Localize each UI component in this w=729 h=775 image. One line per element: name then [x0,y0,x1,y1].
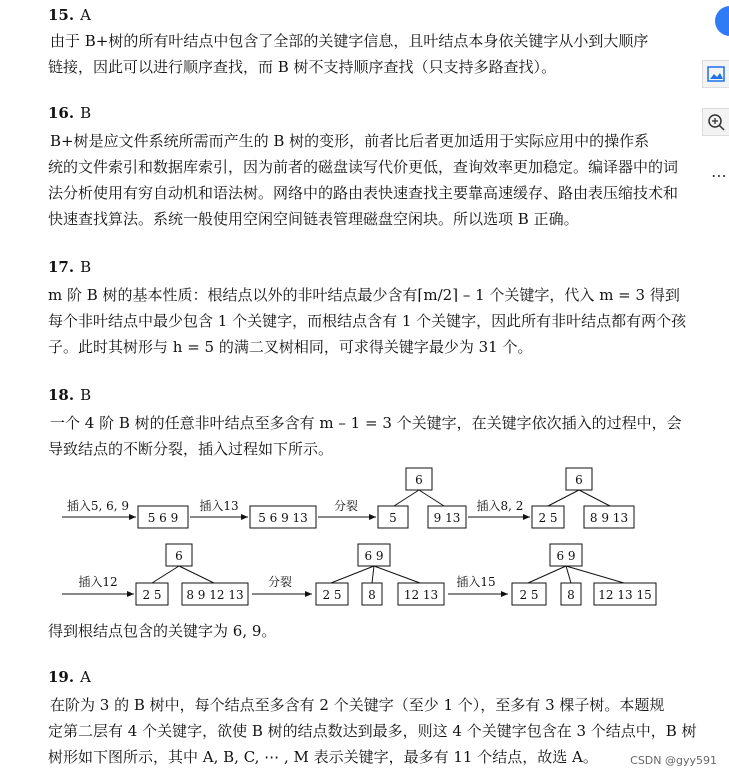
tree-node: 6 9 [364,549,384,563]
tree-node: 9 13 [433,511,461,525]
more-icon[interactable]: ⋯ [711,166,727,185]
question-17-explanation [48,282,710,360]
question-17-heading [48,258,91,276]
text-line: 法分析使用有穷自动机和语法树。网络中的路由表快速查找主要靠高速缓存、路由表压缩技术和 [48,184,679,202]
question-15-explanation [48,28,710,80]
btree-insertion-diagram [0,460,729,620]
arrow-label: 分裂 [267,575,293,589]
tree-node: 6 [175,549,183,563]
text-line: 定第二层有 4 个关键字，欲使 B 树的结点数达到最多，则这 4 个关键字包含在 3 个结点中，B 树 [48,722,697,740]
assistant-icon[interactable] [715,6,729,36]
tree-node: 12 13 15 [598,588,652,602]
tree-node: 8 [368,588,376,602]
arrow-label: 插入15 [456,575,496,589]
text-line: m 阶 B 树的基本性质：根结点以外的非叶结点最少含有⌈m/2⌉ – 1 个关键字，代入 m = 3 得到 [48,286,680,304]
tree-node: 2 5 [538,511,558,525]
tree-node: 8 9 12 13 [186,588,244,602]
tree-node: 6 [415,473,423,487]
arrow-label: 分裂 [333,499,359,513]
arrow-label: 插入5, 6, 9 [66,499,130,513]
arrow-label: 插入8, 2 [476,499,524,513]
question-answer: B [80,104,92,122]
tree-node: 2 5 [142,588,162,602]
text-line: 得到根结点包含的关键字为 6, 9。 [48,622,277,640]
watermark: CSDN @gyy591 [630,754,717,767]
question-number: 17. [48,258,75,276]
tree-node: 2 5 [322,588,342,602]
question-answer: A [80,668,91,686]
text-line: 链接，因此可以进行顺序查找，而 B 树不支持顺序查找（只支持多路查找）。 [48,58,557,76]
text-line: 快速查找算法。系统一般使用空闲空间链表管理磁盘空闲块。所以选项 B 正确。 [48,210,579,228]
question-18-result [48,618,710,644]
text-line: 子。此时其树形与 h = 5 的满二叉树相同，可求得关键字最少为 31 个。 [48,338,533,356]
text-line: 在阶为 3 的 B 树中，每个结点至多含有 2 个关键字（至少 1 个），至多有 3 棵子树。本题规 [50,696,665,714]
tree-node: 6 9 [556,549,576,563]
tree-node: 6 [575,473,583,487]
floating-toolbar [701,0,729,200]
text-line: 统的文件索引和数据库索引，因为前者的磁盘读写代价更低，查询效率更加稳定。编译器中的词 [48,158,679,176]
zoom-in-icon[interactable] [702,108,729,136]
text-line: B+树是应文件系统所需而产生的 B 树的变形，前者比后者更加适用于实际应用中的操作系 [50,132,650,150]
text-line: 树形如下图所示，其中 A, B, C, ⋯ , M 表示关键字，最多有 11 个结点，故选 A。 [48,748,598,766]
text-line: 导致结点的不断分裂，插入过程如下所示。 [48,440,334,458]
question-18-explanation [48,410,710,462]
text-line: 由于 B+树的所有叶结点中包含了全部的关键字信息，且叶结点本身依关键字从小到大顺序 [50,32,649,50]
arrow-label: 插入12 [78,575,118,589]
question-number: 18. [48,386,75,404]
arrow-label: 插入13 [199,499,239,513]
tree-node: 5 6 9 13 [258,511,308,525]
question-18-heading [48,386,91,404]
question-19-heading [48,668,91,686]
tree-node: 12 13 [403,588,439,602]
text-line: 一个 4 阶 B 树的任意非叶结点至多含有 m – 1 = 3 个关键字，在关键字依次插入的过程中，会 [50,414,682,432]
question-number: 19. [48,668,75,686]
question-16-explanation [48,128,710,232]
question-answer: B [80,258,92,276]
tree-node: 8 9 13 [589,511,629,525]
question-15-heading [48,6,91,24]
image-icon[interactable] [702,60,729,88]
question-number: 16. [48,104,75,122]
tree-node: 5 [389,511,397,525]
question-answer: B [80,386,92,404]
question-16-heading [48,104,91,122]
text-line: 每个非叶结点中最少包含 1 个关键字，而根结点含有 1 个关键字，因此所有非叶结点都有两个孩 [48,312,687,330]
tree-node: 2 5 [519,588,539,602]
tree-node: 8 [567,588,575,602]
tree-node: 5 6 9 [147,511,179,525]
question-answer: A [80,6,91,24]
question-number: 15. [48,6,75,24]
question-19-explanation [48,692,710,770]
